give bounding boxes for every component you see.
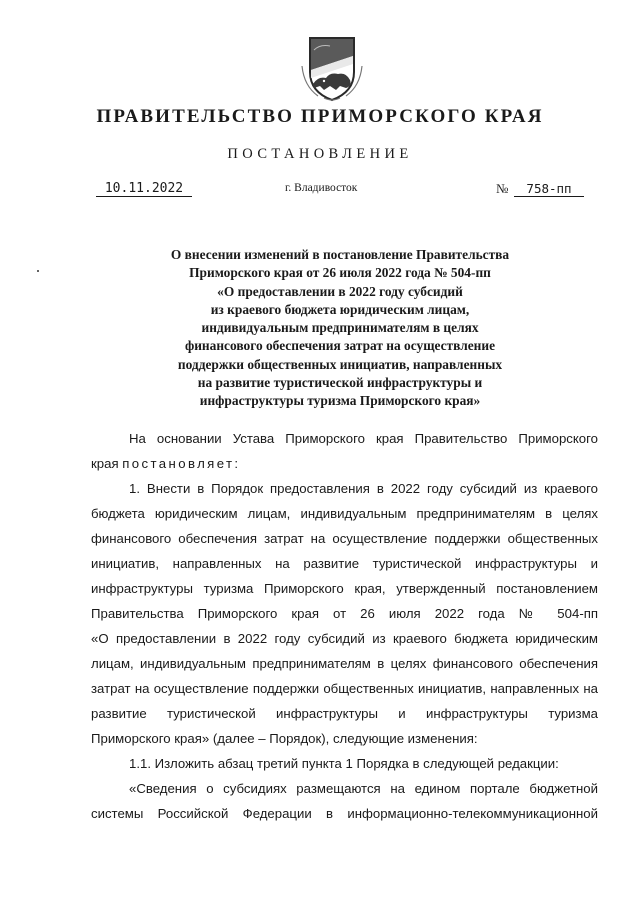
document-number: 758-пп bbox=[514, 181, 584, 197]
heading-line: индивидуальным предпринимателям в целях bbox=[201, 320, 479, 336]
item-1-line: «О предоставлении в 2022 году субсидий из краевого бюджета юридическим bbox=[91, 631, 598, 646]
coat-of-arms-icon bbox=[300, 36, 364, 102]
document-type: ПОСТАНОВЛЕНИЕ bbox=[227, 146, 413, 162]
heading-line: «О предоставлении в 2022 году субсидий bbox=[217, 283, 463, 299]
item-1-line: затрат на осуществление поддержки общественных инициатив, направленных на bbox=[91, 681, 598, 696]
document-body bbox=[91, 426, 598, 826]
preamble-line bbox=[91, 451, 598, 476]
quote-line: «Сведения о субсидиях размещаются на едином портале бюджетной bbox=[129, 781, 598, 796]
document-number-sign: № bbox=[496, 181, 509, 196]
document-date: 10.11.2022 bbox=[96, 181, 192, 197]
heading-line: из краевого бюджета юридическим лицам, bbox=[210, 301, 470, 317]
government-title: ПРАВИТЕЛЬСТВО ПРИМОРСКОГО КРАЯ bbox=[96, 106, 544, 127]
quote-line: системы Российской Федерации в информационно-телекоммуникационной bbox=[91, 806, 598, 821]
preamble-text: края bbox=[91, 456, 123, 471]
heading-line: поддержки общественных инициатив, направленных bbox=[177, 356, 503, 372]
heading-line: О внесении изменений в постановление Правительства bbox=[170, 247, 510, 262]
item-1-line: бюджета юридическим лицам, индивидуальным предпринимателям в целях bbox=[91, 506, 598, 521]
item-1-line: развитие туристической инфраструктуры и инфраструктуры туризма bbox=[91, 706, 598, 721]
document-city: г. Владивосток bbox=[285, 182, 358, 194]
item-1-line: Правительства Приморского края от 26 июля 2022 года № 504-пп bbox=[91, 606, 598, 621]
document-heading bbox=[120, 246, 560, 411]
heading-line: финансового обеспечения затрат на осуществление bbox=[184, 338, 496, 354]
preamble-line: На основании Устава Приморского края Правительство Приморского bbox=[129, 431, 598, 446]
heading-line: на развитие туристической инфраструктуры и bbox=[197, 375, 483, 391]
item-1-line: финансового обеспечения затрат на осуществление поддержки общественных bbox=[91, 531, 598, 546]
decree-word: постановляет: bbox=[122, 456, 241, 471]
item-1-line: 1. Внести в Порядок предоставления в 2022 году субсидий из краевого bbox=[129, 481, 598, 496]
scan-mark bbox=[37, 270, 39, 272]
item-1-1-line: 1.1. Изложить абзац третий пункта 1 Порядка в следующей редакции: bbox=[129, 756, 559, 771]
heading-line: Приморского края от 26 июля 2022 года № 504-пп bbox=[189, 265, 491, 281]
item-1-line: Приморского края» (далее – Порядок), следующие изменения: bbox=[91, 731, 478, 746]
item-1-line: инициатив, направленных на развитие туристической инфраструктуры и bbox=[91, 556, 598, 571]
item-1-line: инфраструктуры туризма Приморского края, утвержденный постановлением bbox=[91, 581, 598, 596]
heading-line: инфраструктуры туризма Приморского края» bbox=[199, 393, 481, 409]
item-1-line: лицам, индивидуальным предпринимателям в целях финансового обеспечения bbox=[91, 656, 598, 671]
